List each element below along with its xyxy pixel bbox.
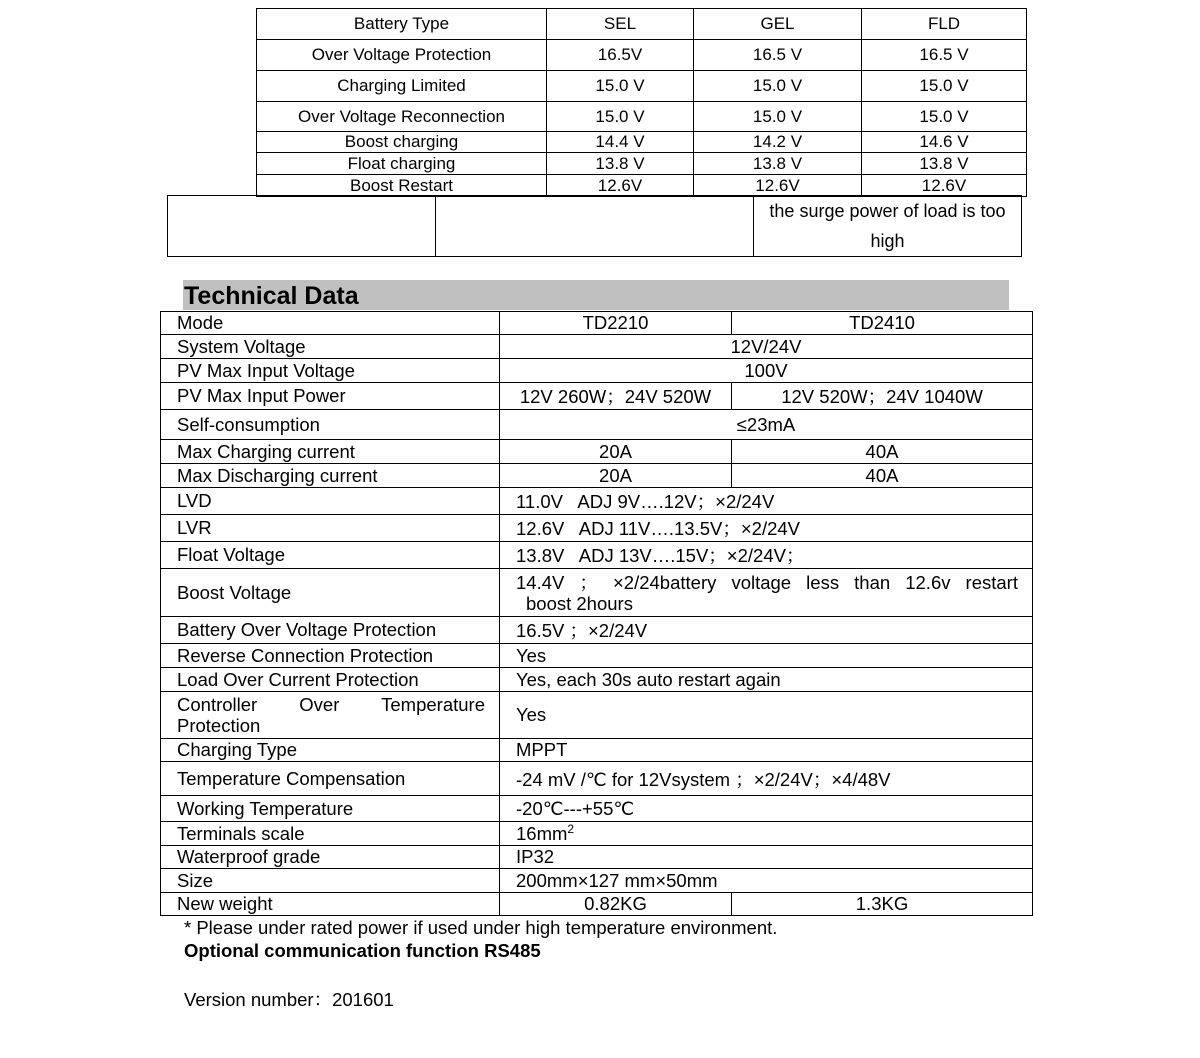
row-value-td2210: 20A — [500, 440, 732, 464]
table-row — [161, 644, 1033, 668]
label-line2: Protection — [177, 715, 261, 736]
row-value-td2210: 0.82KG — [500, 893, 732, 916]
table-row — [161, 515, 1033, 542]
technical-data-table — [160, 311, 1033, 916]
row-label: New weight — [161, 893, 500, 916]
row-value: 200mm×127 mm×50mm — [500, 869, 1033, 893]
temperature-note: * Please under rated power if used under high temperature environment. — [184, 917, 778, 938]
header-cell: SEL — [547, 9, 694, 40]
table-row — [161, 383, 1033, 410]
table-row — [257, 153, 1027, 175]
row-label: Size — [161, 869, 500, 893]
row-value — [500, 822, 1033, 846]
row-value: -20℃---+55℃ — [500, 796, 1033, 822]
boost-voltage-line2: boost 2hours — [526, 592, 633, 614]
row-value — [500, 569, 1033, 617]
table-row — [161, 464, 1033, 488]
table-cell: Boost charging — [257, 132, 547, 153]
row-label: System Voltage — [161, 335, 500, 359]
row-value: 12.6V ADJ 11V….13.5V；×2/24V — [500, 515, 1033, 542]
row-label: Waterproof grade — [161, 846, 500, 869]
row-value: 11.0V ADJ 9V….12V；×2/24V — [500, 488, 1033, 515]
row-value-td2410: 40A — [732, 440, 1033, 464]
table-row — [257, 40, 1027, 71]
table-header-row — [257, 9, 1027, 40]
model-td2410: TD2410 — [732, 312, 1033, 335]
row-label: LVD — [161, 488, 500, 515]
row-value: -24 mV /℃ for 12Vsystem ；×2/24V；×4/48V — [500, 762, 1033, 796]
table-cell: Boost Restart — [257, 175, 547, 197]
table-cell: 13.8 V — [694, 153, 862, 175]
table-row — [161, 410, 1033, 440]
row-label: Reverse Connection Protection — [161, 644, 500, 668]
row-value: 12V/24V — [500, 335, 1033, 359]
table-row — [161, 762, 1033, 796]
table-cell: Over Voltage Reconnection — [257, 102, 547, 132]
row-value-td2410: 1.3KG — [732, 893, 1033, 916]
table-row — [257, 102, 1027, 132]
row-label: LVR — [161, 515, 500, 542]
row-value: ≤23mA — [500, 410, 1033, 440]
row-value: 100V — [500, 359, 1033, 383]
row-value: Yes — [500, 692, 1033, 739]
table-cell: 15.0 V — [547, 102, 694, 132]
header-cell: GEL — [694, 9, 862, 40]
table-row — [168, 196, 1022, 257]
table-cell: 14.6 V — [862, 132, 1027, 153]
boost-voltage-line1: 14.4V ； ×2/24battery voltage less than 12.6v restart — [516, 571, 1018, 593]
row-label: Working Temperature — [161, 796, 500, 822]
row-value: MPPT — [500, 739, 1033, 762]
table-cell: 16.5 V — [862, 40, 1027, 71]
row-label — [161, 692, 500, 739]
fragment-table — [167, 195, 1022, 257]
section-title: Technical Data — [184, 282, 359, 310]
row-value: 13.8V ADJ 13V….15V；×2/24V； — [500, 542, 1033, 569]
header-cell: FLD — [862, 9, 1027, 40]
row-value: Yes — [500, 644, 1033, 668]
table-cell: 15.0 V — [862, 102, 1027, 132]
row-label: Self-consumption — [161, 410, 500, 440]
table-row-mode — [161, 312, 1033, 335]
table-cell: 12.6V — [862, 175, 1027, 197]
table-cell: Float charging — [257, 153, 547, 175]
row-label: Max Discharging current — [161, 464, 500, 488]
table-row — [161, 488, 1033, 515]
table-row — [161, 869, 1033, 893]
row-label: PV Max Input Power — [161, 383, 500, 410]
table-row — [161, 440, 1033, 464]
row-value-td2410: 40A — [732, 464, 1033, 488]
row-value-td2210: 12V 260W；24V 520W — [500, 383, 732, 410]
table-cell: Charging Limited — [257, 71, 547, 102]
table-row — [161, 739, 1033, 762]
table-row — [257, 132, 1027, 153]
row-label: Boost Voltage — [161, 569, 500, 617]
table-cell: 15.0 V — [694, 102, 862, 132]
row-label: Terminals scale — [161, 822, 500, 846]
table-row — [161, 668, 1033, 692]
table-row — [161, 692, 1033, 739]
table-cell: 15.0 V — [862, 71, 1027, 102]
version-number: Version number：201601 — [184, 989, 394, 1010]
table-cell: 13.8 V — [862, 153, 1027, 175]
table-cell: 16.5V — [547, 40, 694, 71]
terminals-value: 16mm — [516, 823, 568, 845]
row-label: Temperature Compensation — [161, 762, 500, 796]
table-cell: 14.4 V — [547, 132, 694, 153]
table-row — [161, 542, 1033, 569]
row-value: Yes, each 30s auto restart again — [500, 668, 1033, 692]
table-cell: 13.8 V — [547, 153, 694, 175]
section-header-bar — [183, 280, 1009, 310]
table-cell: 15.0 V — [547, 71, 694, 102]
row-value-td2210: 20A — [500, 464, 732, 488]
table-row — [161, 359, 1033, 383]
row-label: Mode — [161, 312, 500, 335]
row-value-td2410: 12V 520W；24V 1040W — [732, 383, 1033, 410]
empty-cell — [168, 196, 436, 257]
row-value: 16.5V ；×2/24V — [500, 617, 1033, 644]
table-row — [161, 569, 1033, 617]
label-line1: Controller Over Temperature — [177, 694, 485, 715]
row-label: Battery Over Voltage Protection — [161, 617, 500, 644]
empty-cell — [436, 196, 754, 257]
battery-settings-table — [256, 8, 1027, 197]
superscript: 2 — [567, 822, 575, 836]
surge-power-note: the surge power of load is too high — [754, 196, 1022, 257]
table-row — [161, 846, 1033, 869]
optional-communication: Optional communication function RS485 — [184, 940, 541, 961]
model-td2210: TD2210 — [500, 312, 732, 335]
table-row — [161, 822, 1033, 846]
table-cell: 14.2 V — [694, 132, 862, 153]
table-row — [257, 175, 1027, 197]
table-row — [161, 796, 1033, 822]
header-cell: Battery Type — [257, 9, 547, 40]
row-label: Load Over Current Protection — [161, 668, 500, 692]
table-cell: 16.5 V — [694, 40, 862, 71]
row-label: Max Charging current — [161, 440, 500, 464]
row-label: Float Voltage — [161, 542, 500, 569]
row-label: PV Max Input Voltage — [161, 359, 500, 383]
row-label: Charging Type — [161, 739, 500, 762]
table-cell: Over Voltage Protection — [257, 40, 547, 71]
table-cell: 15.0 V — [694, 71, 862, 102]
row-value: IP32 — [500, 846, 1033, 869]
table-cell: 12.6V — [547, 175, 694, 197]
table-row — [161, 893, 1033, 916]
table-row — [257, 71, 1027, 102]
table-row — [161, 335, 1033, 359]
table-row — [161, 617, 1033, 644]
table-cell: 12.6V — [694, 175, 862, 197]
